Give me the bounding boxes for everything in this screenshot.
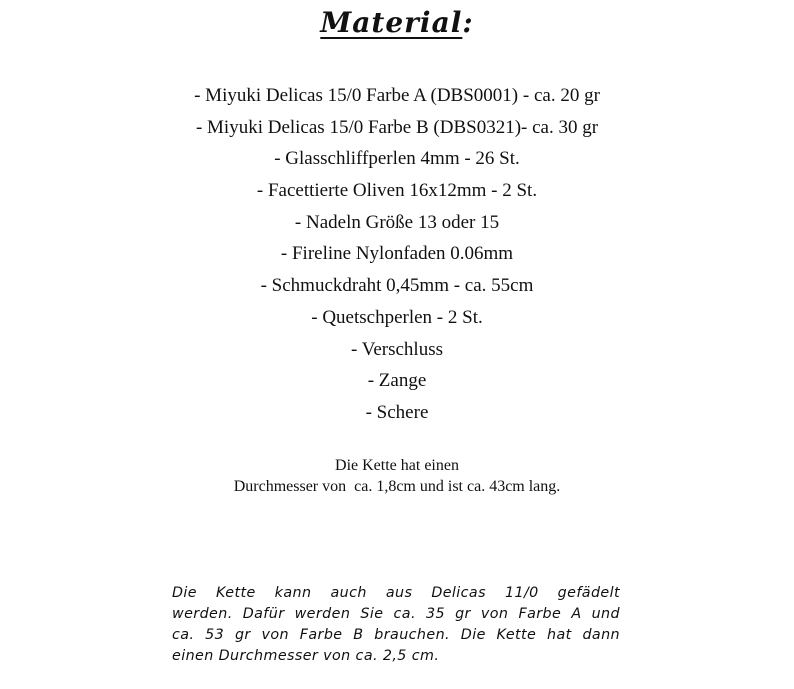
- material-item: - Miyuki Delicas 15/0 Farbe A (DBS0001) - ca. 20 gr: [194, 85, 600, 106]
- material-item: - Zange: [367, 370, 427, 392]
- material-item: - Schere: [365, 401, 429, 423]
- alternative-note-line: werden. Dafür werden Sie ca. 35 gr von Farbe A und: [172, 606, 620, 622]
- alternative-note: [172, 583, 620, 667]
- material-item: - Fireline Nylonfaden 0.06mm: [280, 243, 514, 265]
- material-item: - Nadeln Größe 13 oder 15: [294, 211, 500, 233]
- material-item: - Schmuckdraht 0,45mm - ca. 55cm: [260, 275, 534, 297]
- alternative-note-line: einen Durchmesser von ca. 2,5 cm.: [172, 648, 440, 664]
- size-note: [0, 455, 794, 497]
- size-note-line: Durchmesser von ca. 1,8cm und ist ca. 43cm lang.: [233, 478, 561, 495]
- material-item: - Facettierte Oliven 16x12mm - 2 St.: [256, 180, 538, 202]
- material-item: - Quetschperlen - 2 St.: [311, 306, 483, 328]
- material-item: - Glasschliffperlen 4mm - 26 St.: [274, 148, 520, 170]
- material-item: - Verschluss: [350, 338, 443, 360]
- material-list: [0, 80, 794, 429]
- title-colon: :: [462, 6, 474, 39]
- material-item: - Miyuki Delicas 15/0 Farbe B (DBS0321)- ca. 30 gr: [195, 116, 599, 138]
- title-word: Material: [320, 6, 463, 39]
- alternative-note-line: ca. 53 gr von Farbe B brauchen. Die Kette hat dann: [172, 627, 620, 643]
- size-note-line: Die Kette hat einen: [335, 457, 459, 474]
- page-title: [0, 4, 794, 42]
- alternative-note-line: Die Kette kann auch aus Delicas 11/0 gefädelt: [172, 585, 620, 601]
